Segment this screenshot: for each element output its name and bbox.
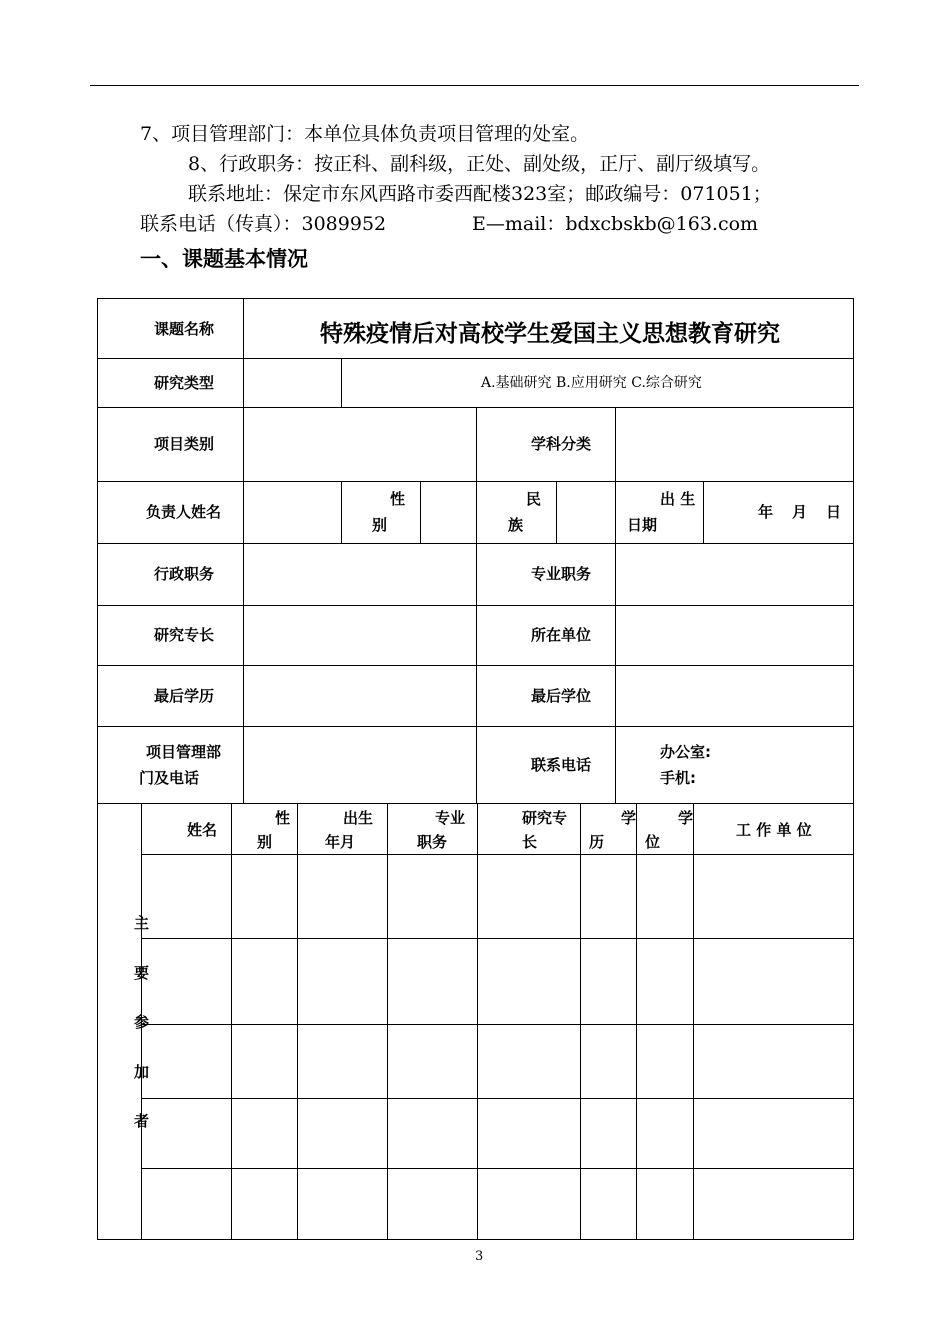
header-rule	[90, 85, 859, 86]
col-header-degree-top: 学	[678, 809, 694, 827]
col-header-specialty-top: 研究专	[522, 809, 568, 827]
col-header-unit: 工 作 单 位	[736, 821, 812, 839]
contact-phone-label: 联系电话	[531, 756, 592, 774]
side-label-char: 者	[134, 1112, 150, 1130]
date-year: 年	[758, 503, 774, 521]
col-header-edu-top: 学	[621, 809, 637, 827]
side-label-char: 要	[134, 964, 150, 982]
page-number: 3	[475, 1249, 484, 1264]
professional-title-label: 专业职务	[531, 565, 592, 583]
note-email: E—mail：bdxcbskb@163.com	[472, 213, 759, 235]
research-type-label: 研究类型	[154, 374, 215, 392]
mobile-label: 手机:	[660, 769, 696, 787]
note-address: 联系地址：保定市东风西路市委西配楼323室；邮政编号：071051；	[188, 183, 772, 205]
mgmt-dept-label-top: 项目管理部	[146, 743, 222, 761]
col-header-edu-bottom: 历	[589, 833, 605, 851]
date-month: 月	[792, 503, 808, 521]
note-item-7: 7、项目管理部门：本单位具体负责项目管理的处室。	[140, 123, 590, 145]
col-header-degree-bottom: 位	[645, 833, 661, 851]
col-header-name: 姓名	[187, 821, 218, 839]
title-label: 课题名称	[154, 320, 215, 338]
note-phone: 联系电话（传真）：3089952	[140, 213, 387, 235]
side-label-char: 主	[134, 914, 150, 932]
birth-label-bottom: 日期	[627, 516, 658, 534]
project-category-label: 项目类别	[154, 435, 215, 453]
ethnicity-label-top: 民	[526, 490, 542, 508]
unit-label: 所在单位	[531, 626, 592, 644]
office-label: 办公室:	[660, 743, 711, 761]
degree-label: 最后学位	[531, 687, 592, 705]
education-label: 最后学历	[154, 687, 215, 705]
col-header-birth-top: 出生	[343, 809, 374, 827]
col-header-gender-bottom: 别	[257, 833, 273, 851]
col-header-birth-bottom: 年月	[325, 833, 356, 851]
leader-name-label: 负责人姓名	[146, 503, 222, 521]
col-header-title-bottom: 职务	[417, 833, 448, 851]
col-header-title-top: 专业	[435, 809, 466, 827]
specialty-label: 研究专长	[154, 626, 215, 644]
date-day: 日	[826, 503, 842, 521]
birth-label-top: 出 生	[660, 490, 696, 508]
gender-label-top: 性	[390, 490, 406, 508]
side-label-char: 加	[134, 1063, 150, 1081]
col-header-gender-top: 性	[275, 809, 291, 827]
side-label-char: 参	[134, 1013, 150, 1031]
col-header-specialty-bottom: 长	[522, 833, 538, 851]
admin-post-label: 行政职务	[154, 565, 215, 583]
discipline-label: 学科分类	[531, 435, 592, 453]
ethnicity-label-bottom: 族	[508, 516, 524, 534]
section-heading: 一、课题基本情况	[140, 247, 308, 271]
gender-label-bottom: 别	[372, 516, 388, 534]
project-title: 特殊疫情后对高校学生爱国主义思想教育研究	[320, 321, 780, 347]
mgmt-dept-label-bottom: 门及电话	[139, 769, 200, 787]
research-type-options: A.基础研究 B.应用研究 C.综合研究	[481, 375, 702, 391]
note-item-8: 8、行政职务：按正科、副科级，正处、副处级，正厅、副厅级填写。	[188, 153, 771, 175]
